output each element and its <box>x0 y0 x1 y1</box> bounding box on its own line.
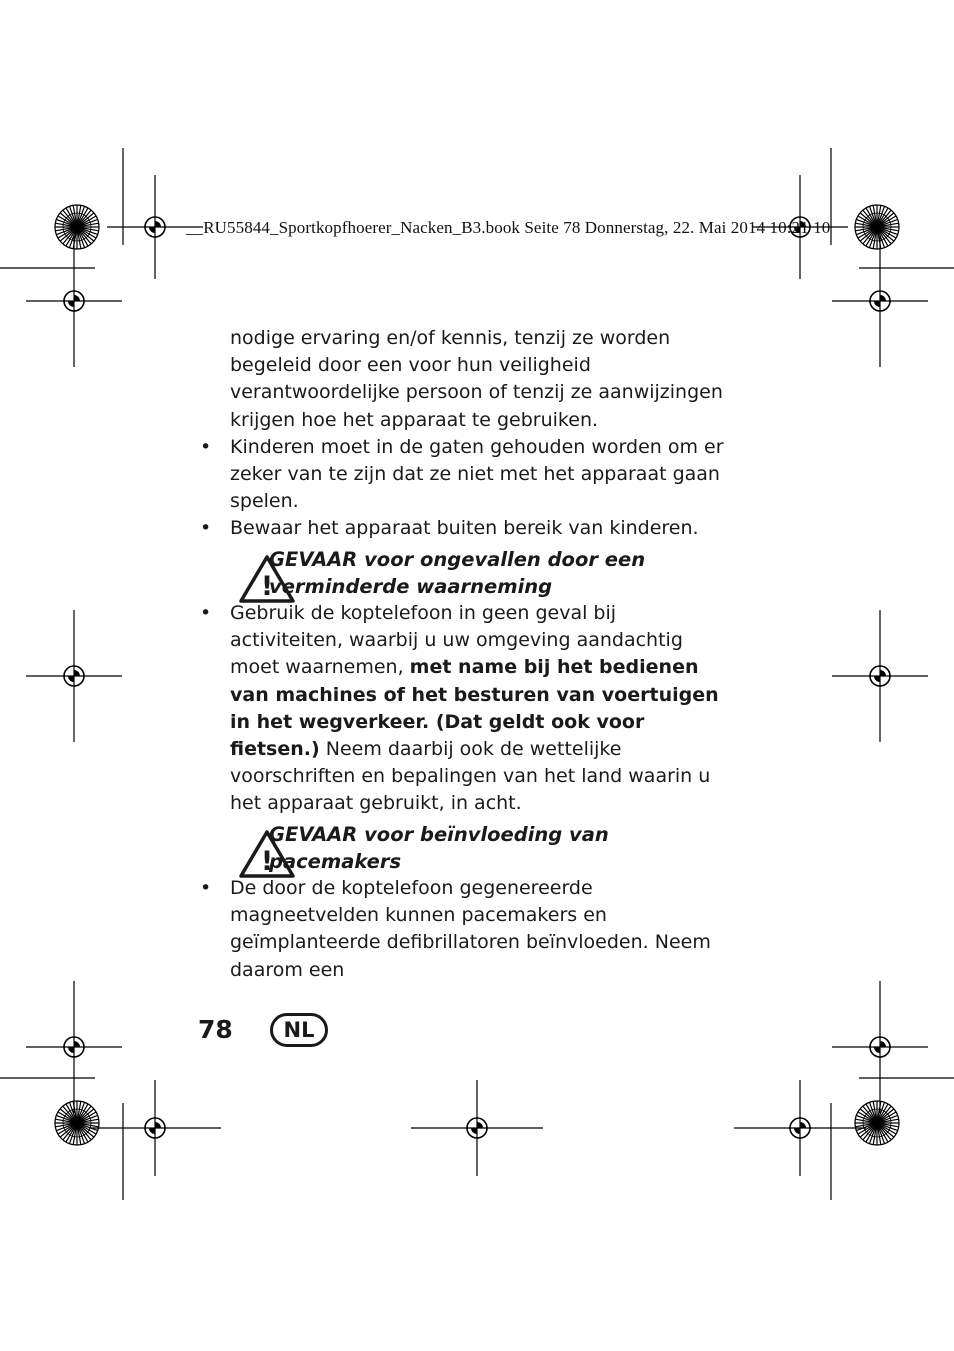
registration-fill <box>68 1041 80 1053</box>
warning-title-line1: GEVAAR voor ongevallen door een <box>269 547 646 571</box>
bullet-marker: • <box>200 517 212 540</box>
warning-heading-pacemakers <box>260 821 730 877</box>
intro-paragraph: nodige ervaring en/of kennis, tenzij ze worden begeleid door een voor hun veiligheid verantwoordelijke persoon of tenzij ze aanwijzingen krijgen hoe het apparaat te gebruiken. <box>230 327 723 431</box>
list-item <box>200 515 730 542</box>
registration-fill <box>68 295 80 307</box>
list-item <box>200 875 730 984</box>
registration-fill <box>471 1122 483 1134</box>
warning-heading-accidents <box>260 546 730 602</box>
page-number: 78 <box>198 1015 233 1044</box>
registration-fill <box>149 221 161 233</box>
warning-exclamation: ! <box>260 845 274 877</box>
bullet-marker: • <box>200 435 212 458</box>
bullet-text-bold: met name bij het bedienen van machines of het besturen van voertuigen in het wegverkeer. (Dat geldt ook voor fietsen.) <box>230 656 719 761</box>
bullet-text-after: Neem daarbij ook de wettelijke voorschriften en bepalingen van het land waarin u het apparaat gebruikt, in acht. <box>230 738 711 815</box>
registration-fill <box>794 1122 806 1134</box>
print-slug-line: __RU55844_Sportkopfhoerer_Nacken_B3.book Seite 78 Donnerstag, 22. Mai 2014 10:21 10 <box>186 218 831 237</box>
registration-fill <box>874 295 886 307</box>
bullet-text: Bewaar het apparaat buiten bereik van kinderen. <box>230 517 699 540</box>
warning-triangle-icon <box>238 829 296 879</box>
bullet-text: Kinderen moet in de gaten gehouden worden om er zeker van te zijn dat ze niet met het apparaat gaan spelen. <box>230 435 724 513</box>
registration-fill <box>874 670 886 682</box>
registration-fill <box>874 1041 886 1053</box>
warning-title-line1: GEVAAR voor beïnvloeding van <box>269 822 609 846</box>
bullet-text-before: Gebruik de koptelefoon in geen geval bij activiteiten, waarbij u uw omgeving aandachtig moet waarnemen, <box>230 602 683 679</box>
bullet-marker: • <box>200 877 212 900</box>
warning-exclamation: ! <box>260 570 274 602</box>
bullet-marker: • <box>200 602 212 625</box>
registration-fill <box>68 670 80 682</box>
warning-title-line2: verminderde waarneming <box>269 574 553 598</box>
language-badge: NL <box>270 1013 328 1047</box>
registration-fill <box>149 1122 161 1134</box>
page-content <box>200 325 730 984</box>
list-item <box>200 600 730 818</box>
warning-triangle-icon <box>238 554 296 604</box>
bullet-text: De door de koptelefoon gegenereerde magneetvelden kunnen pacemakers en geïmplanteerde defibrillatoren beïnvloeden. Neem daarom een <box>230 877 711 981</box>
warning-title-line2: pacemakers <box>269 849 402 873</box>
list-item <box>200 434 730 516</box>
